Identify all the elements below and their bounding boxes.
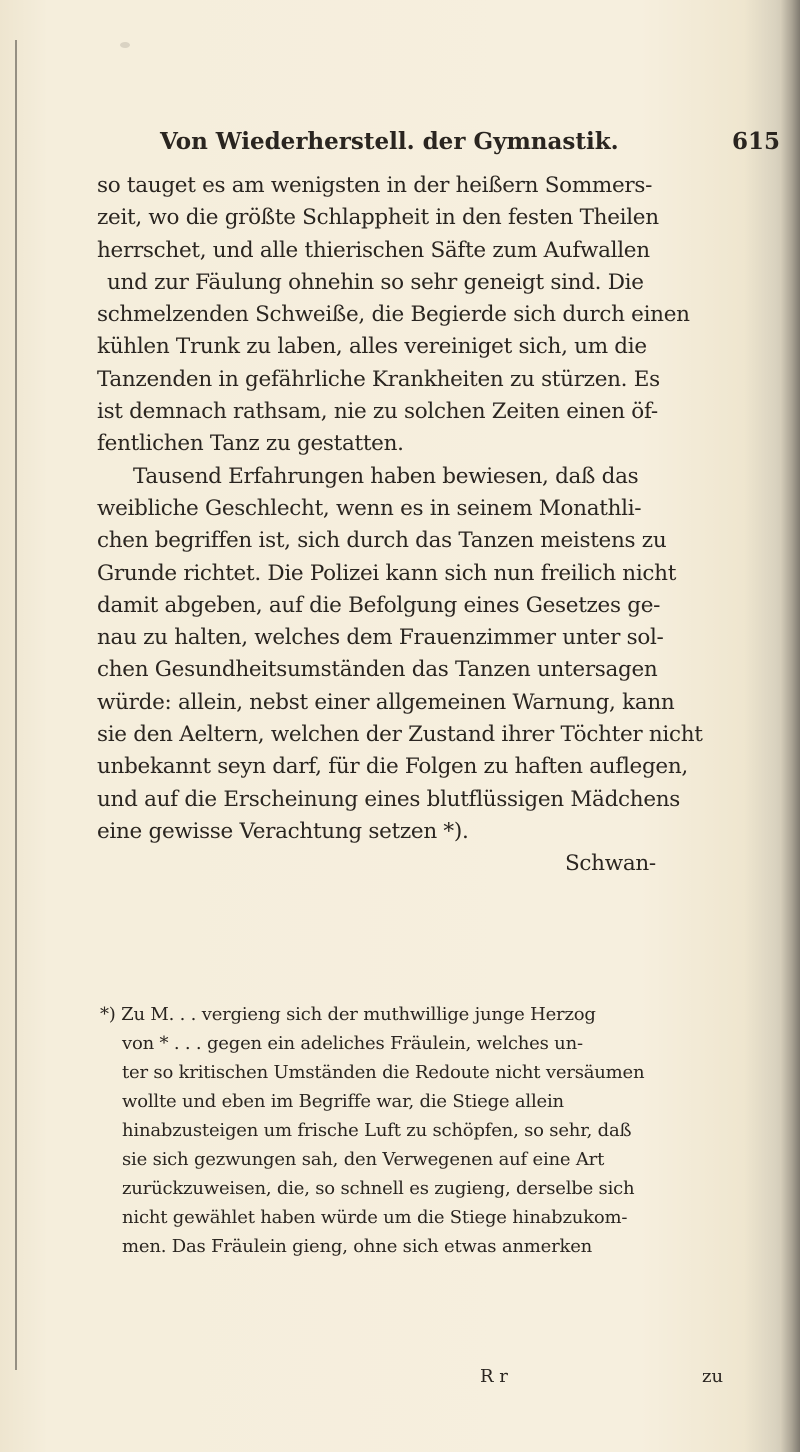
footnote-line: zurückzuweisen, die, so schnell es zugieng, derselbe sich bbox=[122, 1178, 635, 1199]
footnote-line: von * . . . gegen ein adeliches Fräulein, welches un- bbox=[122, 1033, 583, 1054]
text-line: schmelzenden Schweiße, die Begierde sich durch einen bbox=[97, 302, 690, 328]
text-line: würde: allein, nebst einer allgemeinen Warnung, kann bbox=[97, 689, 675, 715]
text-line: fentlichen Tanz zu gestatten. bbox=[97, 431, 404, 457]
text-line: nau zu halten, welches dem Frauenzimmer unter sol- bbox=[97, 625, 664, 651]
text-line: Grunde richtet. Die Polizei kann sich nun freilich nicht bbox=[97, 560, 677, 586]
running-header bbox=[160, 128, 780, 155]
text-line: eine gewisse Verachtung setzen *). bbox=[97, 818, 469, 844]
catchword-line: Schwan- bbox=[565, 851, 656, 877]
footnote-line: ter so kritischen Umständen die Redoute nicht versäumen bbox=[122, 1062, 645, 1083]
footnote-line: men. Das Fräulein gieng, ohne sich etwas anmerken bbox=[122, 1236, 593, 1257]
text-line: herrschet, und alle thierischen Säfte zum Aufwallen bbox=[97, 237, 650, 263]
text-line: weibliche Geschlecht, wenn es in seinem Monathli- bbox=[97, 495, 642, 521]
page-margin-line bbox=[15, 40, 17, 1370]
footnote-line: *) Zu M. . . vergieng sich der muthwillige junge Herzog bbox=[100, 1004, 596, 1025]
text-line: Tausend Erfahrungen haben bewiesen, daß das bbox=[133, 463, 639, 489]
catchword: zu bbox=[702, 1366, 724, 1387]
footnote-line: hinabzusteigen um frische Luft zu schöpfen, so sehr, daß bbox=[122, 1120, 632, 1141]
footnote-line: wollte und eben im Begriffe war, die Stiege allein bbox=[122, 1091, 564, 1112]
text-line: Tanzenden in gefährliche Krankheiten zu stürzen. Es bbox=[97, 366, 660, 392]
footnote bbox=[100, 1000, 780, 1261]
text-line: zeit, wo die größte Schlappheit in den festen Theilen bbox=[97, 205, 659, 231]
signature-mark: R r bbox=[480, 1366, 508, 1387]
text-line: und auf die Erscheinung eines blutflüssigen Mädchens bbox=[97, 786, 681, 812]
footnote-line: nicht gewählet haben würde um die Stiege hinabzukom- bbox=[122, 1207, 628, 1228]
text-line: ist demnach rathsam, nie zu solchen Zeiten einen öf- bbox=[97, 399, 658, 425]
text-line: kühlen Trunk zu laben, alles vereiniget sich, um die bbox=[97, 334, 647, 360]
text-line: so tauget es am wenigsten in der heißern Sommers- bbox=[97, 173, 653, 198]
page-number: 615 bbox=[731, 128, 780, 155]
text-line: und zur Fäulung ohnehin so sehr geneigt sind. Die bbox=[107, 269, 644, 295]
main-text bbox=[97, 170, 787, 881]
running-title: Von Wiederherstell. der Gymnastik. bbox=[160, 128, 619, 155]
text-line: chen Gesundheitsumständen das Tanzen untersagen bbox=[97, 657, 658, 683]
footnote-line: sie sich gezwungen sah, den Verwegenen auf eine Art bbox=[122, 1149, 605, 1170]
paper-stain bbox=[120, 42, 130, 48]
text-line: damit abgeben, auf die Befolgung eines Gesetzes ge- bbox=[97, 592, 661, 618]
text-line: unbekannt seyn darf, für die Folgen zu haften auflegen, bbox=[97, 754, 688, 780]
text-line: chen begriffen ist, sich durch das Tanzen meistens zu bbox=[97, 528, 667, 554]
text-line: sie den Aeltern, welchen der Zustand ihrer Töchter nicht bbox=[97, 722, 703, 748]
